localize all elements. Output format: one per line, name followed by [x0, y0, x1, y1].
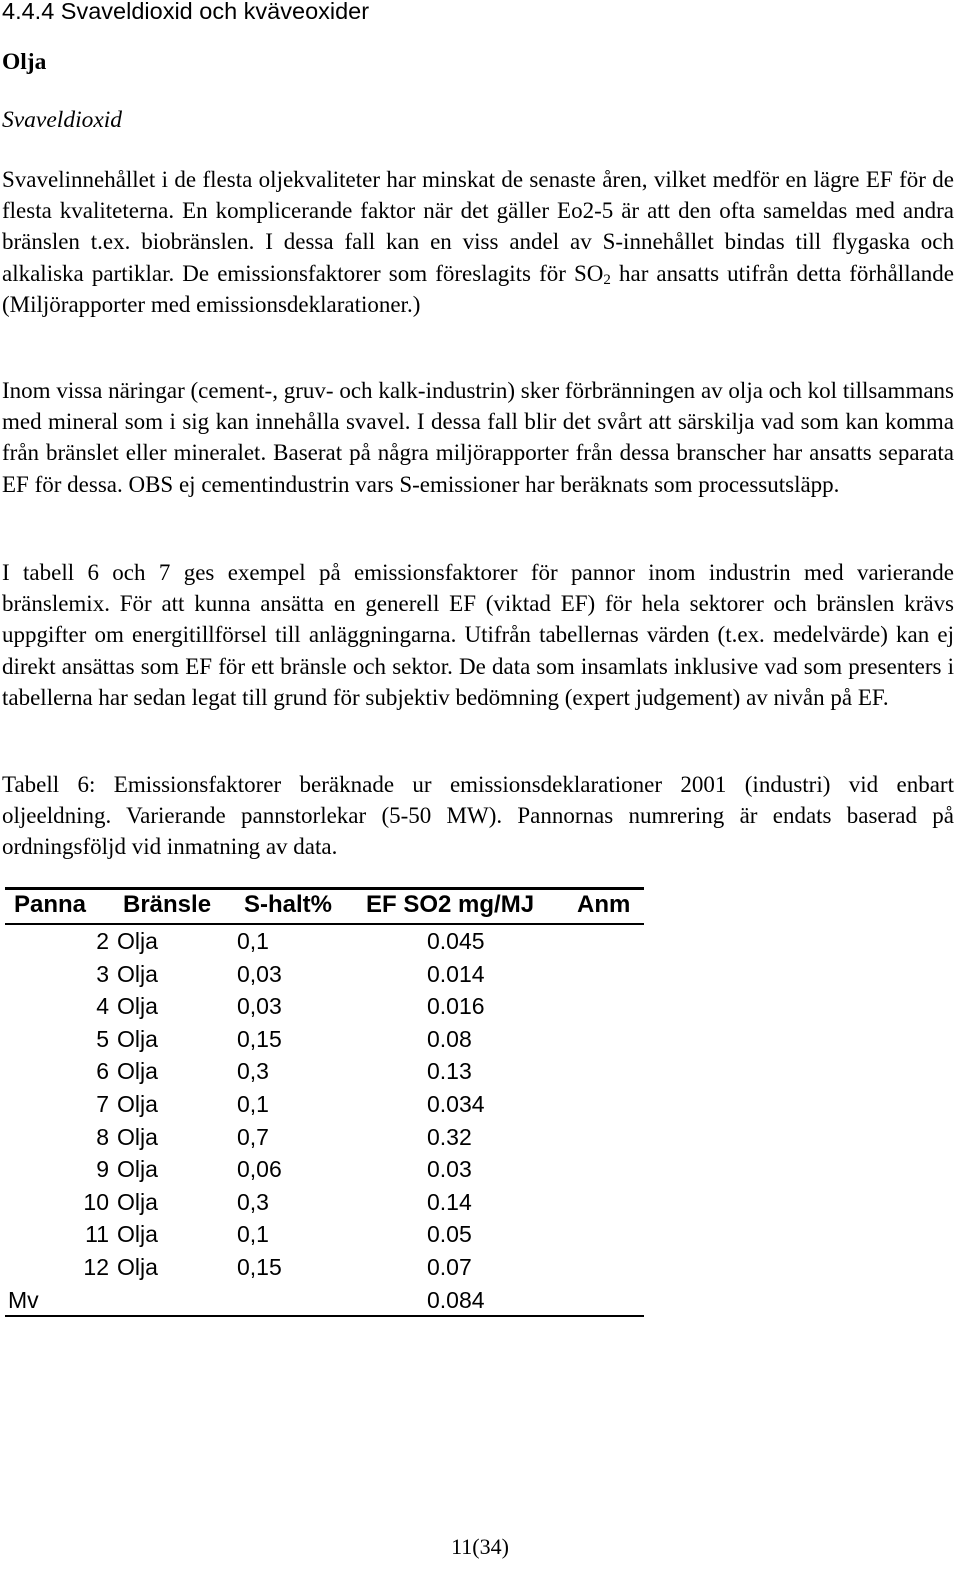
table-summary-row [0, 1284, 960, 1317]
cell-ef: 0.034 [427, 1091, 485, 1117]
cell-panna: 11 [85, 1221, 109, 1248]
cell-bransle: Olja [117, 1156, 158, 1183]
cell-shalt: 0,03 [237, 960, 282, 987]
cell-ef: 0.016 [427, 993, 485, 1020]
table-row [0, 958, 960, 991]
table-row [0, 1055, 960, 1088]
cell-shalt: 0,15 [237, 1254, 282, 1280]
subscript: 2 [603, 271, 611, 288]
cell-shalt: 0,15 [237, 1025, 282, 1052]
paragraph-text: Svavelinnehållet i de flesta oljekvaliteter har minskat de senaste åren, vilket medför en lägre EF för de flesta kvaliteterna. En komplicerande faktor när det gäller Eo2-5 är att den ofta sameldas med andra bränslen t.ex. biobränslen. I dessa fall kan en viss andel av S-innehållet bindas till flygaska och alkaliska partiklar. De emissionsfaktorer som föreslagits för SO [2, 167, 954, 286]
cell-ef: 0.014 [427, 960, 485, 987]
table-row [0, 1186, 960, 1219]
cell-bransle: Olja [117, 1091, 158, 1117]
cell-ef: 0.045 [427, 928, 485, 954]
col-header-bransle: Bränsle [123, 891, 212, 918]
table-row [0, 1088, 960, 1121]
cell-bransle: Olja [117, 1221, 158, 1248]
table-row [0, 1121, 960, 1154]
table-row [0, 990, 960, 1023]
cell-bransle: Olja [117, 1188, 158, 1215]
cell-panna: 5 [96, 1025, 109, 1052]
table-row [0, 925, 960, 958]
section-heading: 4.4.4 Svaveldioxid och kväveoxider [2, 0, 370, 24]
cell-bransle: Olja [117, 1123, 158, 1150]
cell-ef: 0.03 [427, 1156, 472, 1183]
cell-shalt: 0,7 [237, 1123, 269, 1150]
cell-ef: 0.08 [427, 1025, 472, 1052]
table-bottom-rule [5, 1315, 644, 1317]
col-header-panna: Panna [14, 891, 87, 918]
cell-ef: 0.05 [427, 1221, 472, 1248]
cell-panna: 9 [96, 1156, 109, 1183]
cell-panna: 12 [83, 1254, 109, 1280]
cell-bransle: Olja [117, 960, 158, 987]
cell-ef: 0.14 [427, 1188, 472, 1215]
cell-panna: 3 [96, 960, 109, 987]
cell-shalt: 0,3 [237, 1188, 269, 1215]
cell-shalt: 0,06 [237, 1156, 282, 1183]
table-row [0, 1153, 960, 1186]
cell-shalt: 0,3 [237, 1058, 269, 1085]
cell-panna: 10 [83, 1188, 109, 1215]
col-header-shalt: S-halt% [244, 891, 333, 918]
cell-panna: 7 [96, 1091, 109, 1117]
cell-panna: 6 [96, 1058, 109, 1085]
table-row [0, 1218, 960, 1251]
cell-ef: 0.32 [427, 1123, 472, 1150]
cell-bransle: Olja [117, 928, 158, 954]
paragraph-text: har ansatts utifrån detta förhållande (Miljörapporter med emissionsdeklarationer.) [2, 260, 954, 317]
cell-panna: 2 [96, 928, 109, 954]
paragraph-tables-intro: I tabell 6 och 7 ges exempel på emissionsfaktorer för pannor inom industrin med varierande bränslemix. För att kunna ansätta en generell EF (viktad EF) för hela sektorer och bränslen krävs uppgifter om energitillförsel till anläggningarna. Utifrån tabellernas värden (t.ex. medelvärde) kan ej direkt ansättas som EF för ett bränsle och sektor. De data som insamlats inklusive vad som presenters i tabellerna har sedan legat till grund för subjektiv bedömning (expert judgement) av nivån på EF. [2, 560, 954, 710]
table-row [0, 1251, 960, 1284]
cell-ef: 0.13 [427, 1058, 472, 1085]
col-header-ef: EF SO2 mg/MJ [366, 891, 535, 918]
cell-bransle: Olja [117, 1025, 158, 1052]
cell-bransle: Olja [117, 993, 158, 1020]
cell-bransle: Olja [117, 1058, 158, 1085]
page-number: 11(34) [451, 1534, 509, 1559]
substance-subheading: Svaveldioxid [2, 107, 123, 133]
table-caption: Tabell 6: Emissionsfaktorer beräknade ur emissionsdeklarationer 2001 (industri) vid enbart oljeeldning. Varierande pannstorlekar (5-50 MW). Pannornas numrering är endats baserad på ordningsföljd vid inmatning av data. [2, 772, 954, 860]
cell-shalt: 0,1 [237, 1091, 269, 1117]
cell-bransle: Olja [117, 1254, 158, 1280]
cell-panna: 8 [96, 1123, 109, 1150]
cell-panna: 4 [96, 993, 109, 1020]
fuel-subheading: Olja [2, 49, 47, 75]
cell-ef: 0.07 [427, 1254, 472, 1280]
cell-shalt: 0,03 [237, 993, 282, 1020]
summary-label: Mv [8, 1287, 39, 1313]
summary-ef-value: 0.084 [427, 1287, 485, 1313]
paragraph-industries: Inom vissa näringar (cement-, gruv- och kalk-industrin) sker förbränningen av olja och kol tillsammans med mineral som i sig kan innehålla svavel. I dessa fall blir det svårt att särskilja vad som kan komma från bränslet eller mineralet. Baserat på några miljörapporter från dessa branscher har ansatts separata EF för dessa. OBS ej cementindustrin vars S-emissioner har beräknats som processutsläpp. [2, 378, 954, 497]
col-header-anm: Anm [577, 891, 631, 918]
table-row [0, 1023, 960, 1056]
cell-shalt: 0,1 [237, 928, 269, 954]
cell-shalt: 0,1 [237, 1221, 269, 1248]
